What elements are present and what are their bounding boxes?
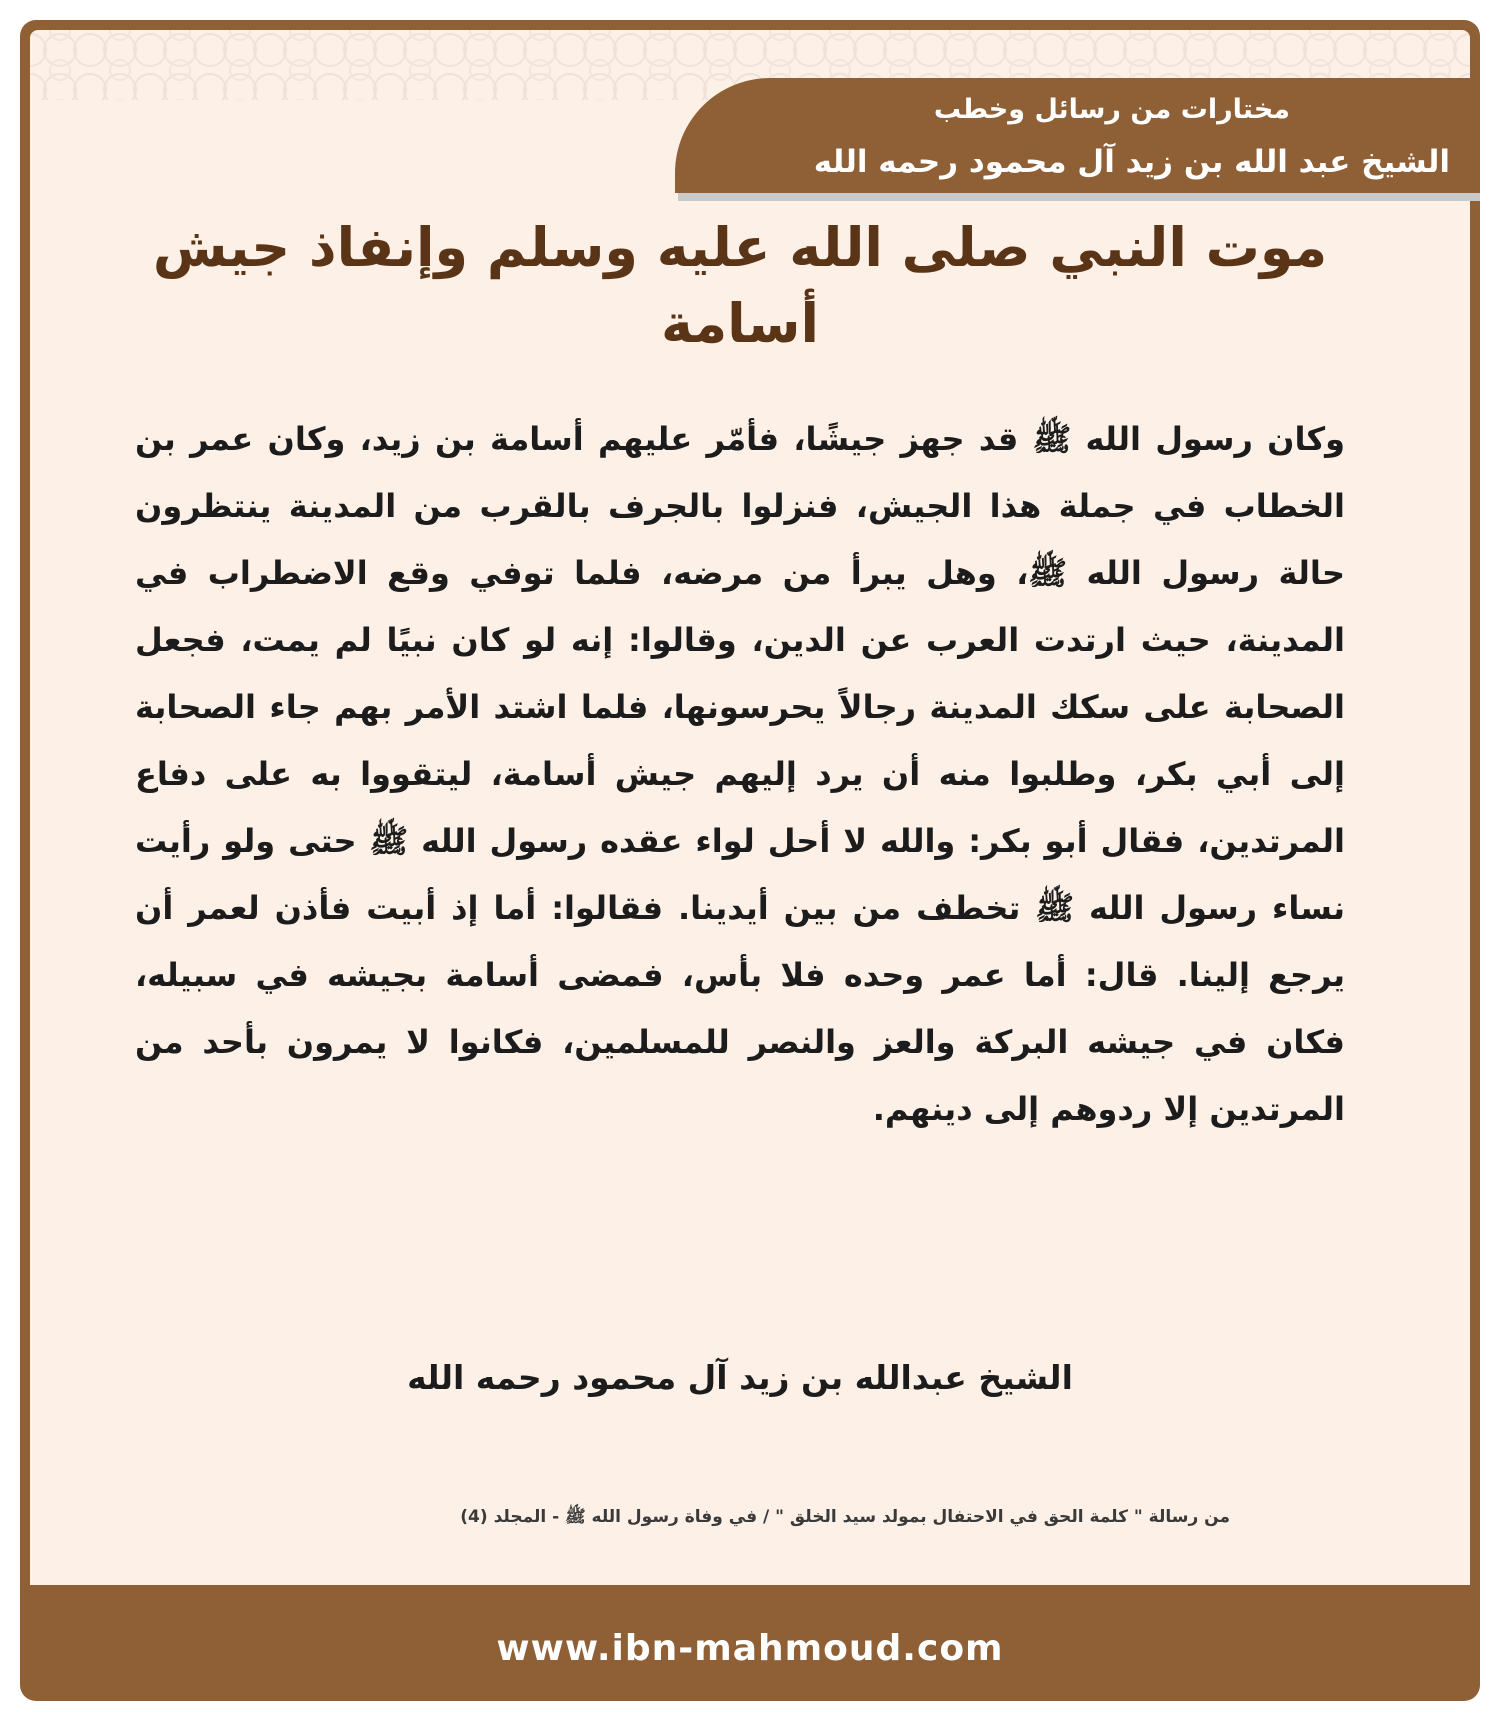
header-author-name: الشيخ عبد الله بن زيد آل محمود رحمه الله bbox=[813, 144, 1450, 180]
article-body: وكان رسول الله ﷺ قد جهز جيشًا، فأمّر عليهم أسامة بن زيد، وكان عمر بن الخطاب في جملة هذا الجيش، فنزلوا بالجرف بالقرب من المدينة ينتظرون حالة رسول الله ﷺ، وهل يبرأ من مرضه، فلما توفي وقع الاضطراب في المدينة، حيث ارتدت العرب عن الدين، وقالوا: إنه لو كان نبيًا لم يمت، فجعل الصحابة على سكك المدينة رجالاً يحرسونها، فلما اشتد الأمر بهم جاء الصحابة إلى أبي بكر، وطلبوا منه أن يرد إليهم جيش أسامة، ليتقووا به على دفاع المرتدين، فقال أبو بكر: والله لا أحل لواء عقده رسول الله ﷺ حتى ولو رأيت نساء رسول الله ﷺ تخطف من بين أيدينا. فقالوا: أما إذ أبيت فأذن لعمر أن يرجع إلينا. قال: أما عمر وحده فلا بأس، فمضى أسامة بجيشه في سبيله، فكان في جيشه البركة والعز والنصر للمسلمين، فكانوا لا يمرون بأحد من المرتدين إلا ردوهم إلى دينهم. bbox=[135, 420, 1345, 1128]
page-frame bbox=[20, 20, 1480, 1701]
source-citation: من رسالة " كلمة الحق في الاحتفال بمولد سيد الخلق " / في وفاة رسول الله ﷺ - المجلد (4) bbox=[460, 1507, 1230, 1527]
article-title: موت النبي صلى الله عليه وسلم وإنفاذ جيش أسامة bbox=[152, 216, 1328, 355]
header-series-title: مختارات من رسائل وخطب bbox=[933, 94, 1290, 125]
author-signature: الشيخ عبدالله بن زيد آل محمود رحمه الله bbox=[407, 1358, 1073, 1397]
website-url: www.ibn-mahmoud.com bbox=[496, 1628, 1004, 1669]
